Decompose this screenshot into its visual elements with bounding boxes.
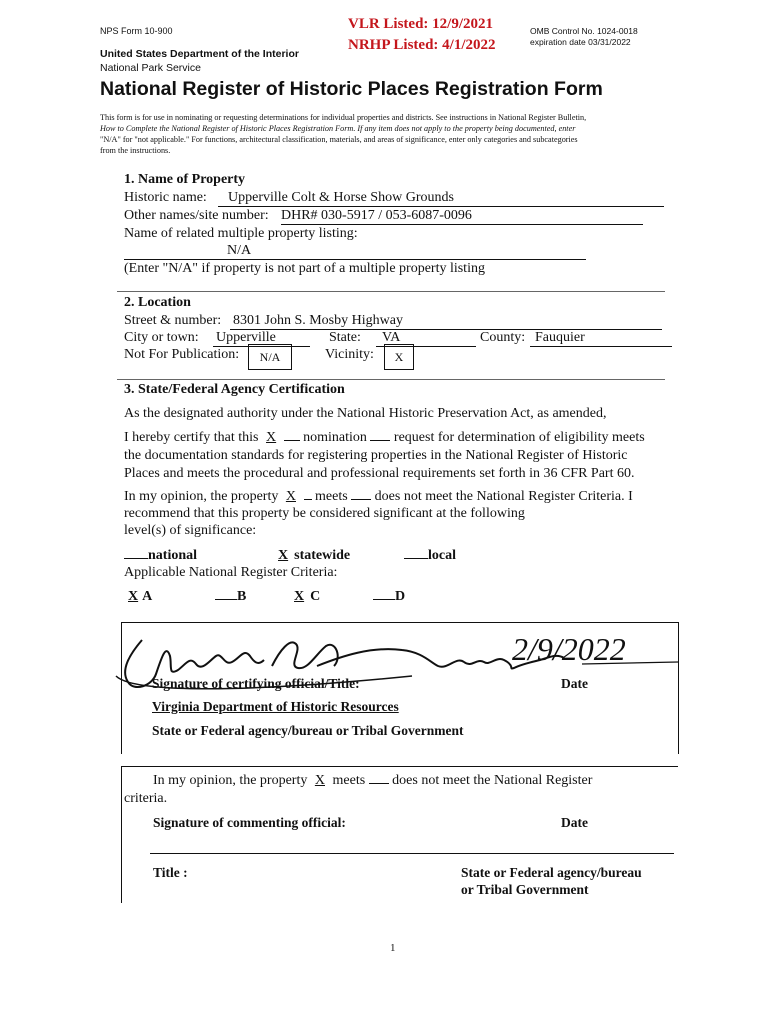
certify-pre: I hereby certify that this [124, 430, 259, 445]
agency-label: State or Federal agency/bureau or Tribal Government [152, 723, 464, 738]
criterion-a-label: A [142, 589, 153, 604]
certify-body-line: Places and meets the procedural and professional requirements set forth in 36 CFR Part 60. [124, 466, 635, 481]
form-title: National Register of Historic Places Registration Form [100, 78, 603, 100]
county-field: Fauquier [530, 330, 672, 347]
service: National Park Service [100, 62, 201, 74]
levels-label: level(s) of significance: [124, 523, 257, 538]
blank-line [284, 440, 300, 441]
opinion-meets: meets [315, 489, 348, 504]
instructions-line: This form is for use in nominating or requesting determinations for individual properties and districts. See instructions in National Register Bulletin, [100, 113, 587, 122]
vlr-listed: VLR Listed: 12/9/2021 [348, 16, 494, 32]
historic-name-field: Upperville Colt & Horse Show Grounds [218, 190, 664, 207]
section-divider [117, 379, 665, 380]
certify-post: request for determination of eligibility meets [393, 430, 645, 445]
section-divider [117, 291, 665, 292]
section2-heading: 2. Location [124, 295, 191, 310]
related-listing-field: N/A [124, 243, 586, 260]
nrhp-listed: NRHP Listed: 4/1/2022 [348, 37, 496, 53]
certify-nomination: nomination [303, 430, 367, 445]
related-listing-label: Name of related multiple property listing: [124, 226, 358, 241]
criterion-b-label: B [237, 589, 247, 604]
other-names-field: DHR# 030-5917 / 053-6087-0096 [281, 208, 643, 225]
signature-date-label: Date [561, 676, 588, 691]
authority-text: As the designated authority under the National Historic Preservation Act, as amended, [124, 406, 607, 421]
local-label: local [428, 548, 456, 563]
meets-mark: X [285, 489, 296, 504]
opinion-pre: In my opinion, the property [124, 489, 279, 504]
instructions-line: How to Complete the National Register of Historic Places Registration Form. If any item does not apply to the property being documented, enter [100, 124, 576, 133]
statewide-mark: X [278, 548, 289, 563]
commenting-date-label: Date [561, 815, 588, 830]
state-label: State: [329, 330, 361, 345]
expiration-date: expiration date 03/31/2022 [530, 37, 631, 47]
national-label: national [148, 548, 198, 563]
certify-line [124, 430, 645, 446]
commenting-opinion-post: does not meet the National Register [392, 773, 593, 788]
statewide-label: statewide [294, 548, 351, 563]
criterion-a [124, 589, 152, 605]
commenting-signature-line [150, 853, 674, 854]
blank-line [369, 783, 389, 784]
city-field: Upperville [213, 330, 310, 347]
commenting-agency-line1: State or Federal agency/bureau [461, 865, 642, 880]
commenting-opinion-line [153, 773, 592, 789]
commenting-meets: meets [332, 773, 366, 788]
form-number: NPS Form 10-900 [100, 26, 173, 36]
blank-line [351, 499, 371, 500]
city-label: City or town: [124, 330, 199, 345]
agency-name: Virginia Department of Historic Resources [152, 699, 399, 714]
certify-body [124, 447, 635, 483]
nfp-checkbox[interactable]: N/A [248, 344, 292, 370]
commenting-opinion-pre: In my opinion, the property [153, 773, 308, 788]
state-field: VA [376, 330, 476, 347]
commenting-signature-label: Signature of commenting official: [153, 815, 346, 830]
department: United States Department of the Interior [100, 48, 299, 60]
nomination-mark: X [266, 430, 277, 445]
section1-heading: 1. Name of Property [124, 172, 246, 187]
criteria-label: Applicable National Register Criteria: [124, 565, 338, 580]
certify-body-line: the documentation standards for registering properties in the National Register of Historic [124, 448, 628, 463]
other-names-label: Other names/site number: [124, 208, 269, 223]
blank-line [404, 558, 428, 559]
instructions-line: "N/A" for "not applicable." For functions, architectural classification, materials, and areas of significance, enter only categories and subcategories [100, 135, 578, 144]
county-label: County: [480, 330, 526, 345]
page-number: 1 [390, 942, 396, 954]
commenting-title-label: Title : [153, 865, 188, 880]
signature-label: Signature of certifying official/Title: [152, 676, 360, 691]
opinion-line [124, 489, 633, 505]
nfp-label: Not For Publication: [124, 347, 240, 362]
commenting-criteria: criteria. [124, 791, 168, 806]
historic-name-label: Historic name: [124, 190, 207, 205]
vicinity-checkbox[interactable]: X [384, 344, 414, 370]
criterion-b [215, 589, 246, 605]
criterion-c-label: C [310, 589, 321, 604]
enter-na-note: (Enter "N/A" if property is not part of a multiple property listing [124, 261, 485, 276]
handwritten-date: 2/9/2022 [512, 631, 626, 667]
level-local [404, 548, 456, 564]
omb-control: OMB Control No. 1024-0018 [530, 26, 638, 36]
vicinity-label: Vicinity: [325, 347, 374, 362]
blank-line [124, 558, 148, 559]
blank-line [215, 599, 237, 600]
street-label: Street & number: [124, 313, 222, 328]
criterion-d [373, 589, 405, 605]
criterion-d-label: D [395, 589, 406, 604]
opinion-post: does not meet the National Register Criteria. I [374, 489, 633, 504]
blank-line [370, 440, 390, 441]
level-statewide [268, 548, 350, 564]
commenting-meets-mark: X [314, 773, 325, 788]
blank-line [373, 599, 395, 600]
criterion-c-mark: X [294, 589, 305, 604]
commenting-agency-line2: or Tribal Government [461, 882, 589, 897]
street-field: 8301 John S. Mosby Highway [230, 313, 662, 330]
section3-heading: 3. State/Federal Agency Certification [124, 382, 345, 397]
criterion-a-mark: X [128, 589, 139, 604]
blank-line [304, 499, 312, 500]
recommend-text: recommend that this property be considered significant at the following [124, 506, 525, 521]
instructions [100, 112, 685, 156]
level-national [124, 548, 197, 564]
instructions-line: from the instructions. [100, 146, 171, 155]
criterion-c [288, 589, 320, 605]
